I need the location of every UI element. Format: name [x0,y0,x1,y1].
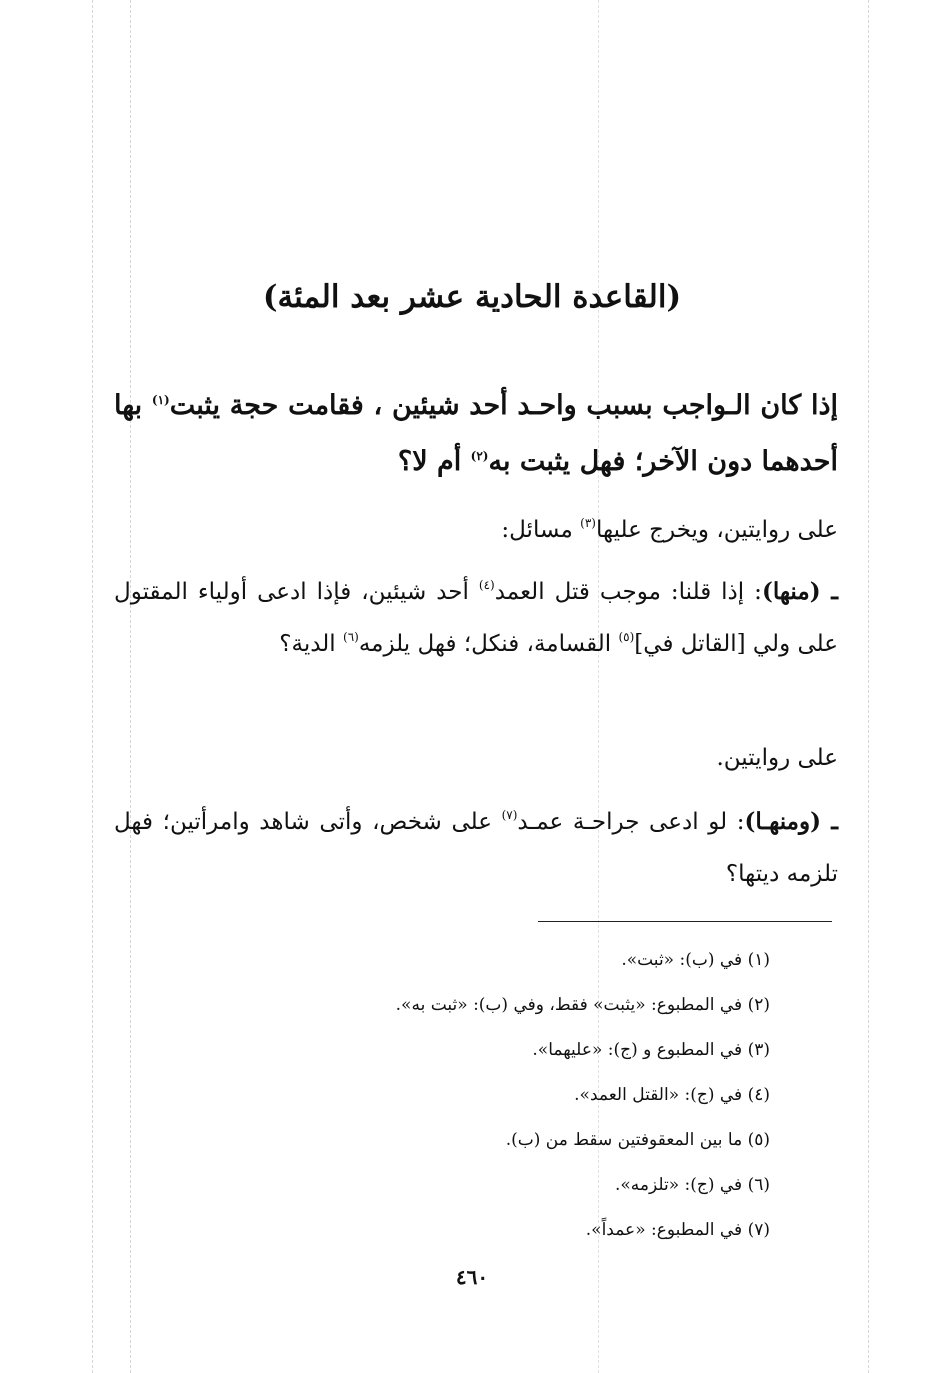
paragraph-text: : إذا قلنا: موجب قتل العمد [494,579,762,605]
paragraph-text: القسامة، فنكل؛ فهل يلزمه [358,631,619,657]
footnote-ref: (٦) [343,630,359,644]
chapter-title: (القاعدة الحادية عشر بعد المئة) [262,279,682,315]
paragraph [114,732,838,784]
paragraph-text: أحد شيئين، فإذا ادعى أولياء المقتول على ولي [القاتل في] [114,579,838,657]
paragraph-text: على روايتين. [716,745,838,771]
scan-guide-line [868,0,869,1373]
rule-statement [114,378,838,490]
paragraph [114,796,838,900]
paragraph-text: الدية؟ [279,631,344,657]
footnote: (٢) في المطبوع: «يثبت» فقط، وفي (ب): «ثبت به». [395,995,770,1015]
footnote-ref: (٣) [580,516,596,530]
scan-guide-line [130,0,131,1373]
paragraph-text: على شخص، وأتى شاهد وامرأتين؛ فهل تلزمه ديتها؟ [114,809,838,887]
footnotes [300,938,770,1253]
paragraph-text: مسائل: [501,517,581,543]
rule-statement-text: بها أحدهما دون الآخر؛ فهل يثبت به [114,390,838,477]
footnote-ref: (٢) [470,449,489,463]
footnote-separator [538,921,832,922]
footnote: (٣) في المطبوع و (ج): «عليهما». [532,1040,770,1060]
footnote: (٧) في المطبوع: «عمداً». [585,1220,770,1240]
footnote: (٦) في (ج): «تلزمه». [614,1175,770,1195]
paragraph-text: على روايتين، ويخرج عليها [595,517,838,543]
footnote-ref: (٥) [618,630,635,644]
footnote-ref: (٤) [478,578,495,592]
footnote-ref: (٧) [501,808,518,822]
rule-statement-text: أم لا؟ [397,446,471,477]
paragraph [114,566,838,670]
footnote: (٥) ما بين المعقوفتين سقط من (ب). [505,1130,770,1150]
paragraph-text: : لو ادعى جراحـة عمـد [517,809,745,835]
issue-label: ـ (منها) [761,578,838,605]
footnote-ref: (١) [151,393,170,407]
footnote: (٤) في (ج): «القتل العمد». [574,1085,770,1105]
rule-statement-text: إذا كان الـواجب بسبب واحـد أحد شيئين ، فقامت حجة يثبت [169,390,838,421]
paragraph [114,504,838,556]
page-number: ٤٦٠ [455,1265,489,1289]
issue-label: ـ (ومنهـا) [744,808,839,835]
scan-guide-line [92,0,93,1373]
footnote: (١) في (ب): «ثبت». [621,950,770,970]
